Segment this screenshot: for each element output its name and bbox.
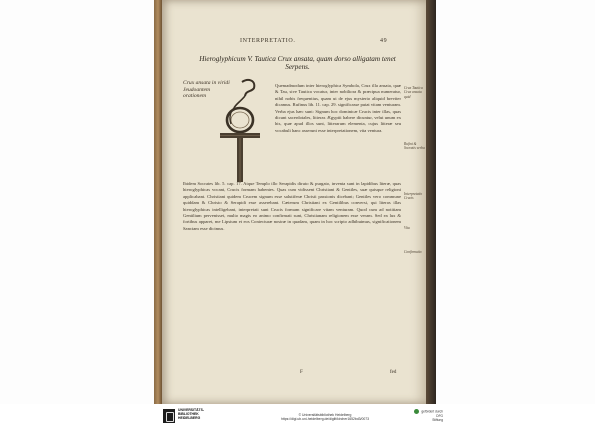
paragraph: Quemadmodum inter hieroglyphica Symbola, Crux illa ansata, quæ & Tau, sive Tautica vocatur, inter nobiliora & præcipua numeratur, nihil nobis frequentius, quam ut de ejus mysterio aliquid breviter dicamus. Rufinus lib. 11. cap. 29. significasse putat vitam venturam. Verba ejus hæc sunt: Signum hoc dominicæ Crucis inter illas, quas dicunt sacerdotales, litteras Ægyptii habere dicuntur, velut unum ex his, quæ apud illos sunt, litterarum elementa, cujus litteræ seu vocabuli hanc asserunt esse interpretationem, vita ventura. bbox=[275, 83, 401, 133]
page-right-shadow bbox=[426, 0, 436, 404]
body-text-full bbox=[183, 181, 401, 232]
body-text-column bbox=[275, 83, 401, 134]
running-head-title: INTERPRETATIO. bbox=[240, 38, 296, 44]
handwritten-note: Crux ansata in viridi Jeudoantem orationem bbox=[183, 80, 230, 100]
margin-note: Confirmatio bbox=[404, 250, 422, 254]
signature-mark: F bbox=[300, 370, 303, 375]
section-heading: Hieroglyphicum V. Tautica Crux ansata, quam dorso alligatam tenet Serpens. bbox=[199, 55, 396, 71]
funding-badge[interactable] bbox=[403, 409, 443, 422]
crux-ansata-serpent-figure bbox=[212, 76, 272, 186]
margin-note: Rufini & Socratis verba bbox=[404, 142, 425, 151]
margin-note: Vita bbox=[404, 226, 410, 230]
book-spine-edge bbox=[154, 0, 162, 404]
page-number: 49 bbox=[380, 38, 388, 44]
badge-text: gefördert durch DFG Stiftung bbox=[421, 409, 443, 422]
paragraph: Ibidem Socrates lib. 5. cap. 17. Atque Templo illo Serapidis diruto & purgato, inventa sunt in lapidibus literæ, quas hieroglyphicas vocant, Crucis formam habentes. Quas cum vidissent Christiani & Gentiles, suæ quisque religioni applicabant. Christiani quidem Crucem signum esse salutiferæ Christi passionis dicebant; Gentiles vero commune quiddam & Christo & Serapidi esse asserebant. Cæterum Christiani ex Gentilibus conversi, qui literas illas hieroglyphicas intelligebant, interpretati sunt Crucis formam significare vitam venturam. Quod cum ad notitiam Gentilium pervenisset, multo magis eo animo confirmati sunt, Christianam religionem esse veram. Sed ea lux & fortibus apparet, me Lipsium et eos Coniecturæ nostræ in quadam, quam in hoc scripto adhibuimus, significationem Sanctam esse dicimus. bbox=[183, 181, 401, 231]
library-logo-icon[interactable] bbox=[163, 409, 175, 423]
margin-note: Crux Tautica Crux ansata quid bbox=[404, 86, 423, 99]
margin-note: Interpretatio Crucis bbox=[404, 192, 423, 201]
library-name[interactable]: UNIVERSITÄTS- BIBLIOTHEK HEIDELBERG bbox=[178, 408, 204, 420]
catchword: fed bbox=[390, 370, 397, 375]
license-link[interactable]: © Universitätsbibliothek Heidelberg https://digi.ub.uni-heidelberg.de/diglit/kircher1652bd3/0073 bbox=[280, 413, 370, 422]
badge-icon bbox=[414, 409, 419, 414]
